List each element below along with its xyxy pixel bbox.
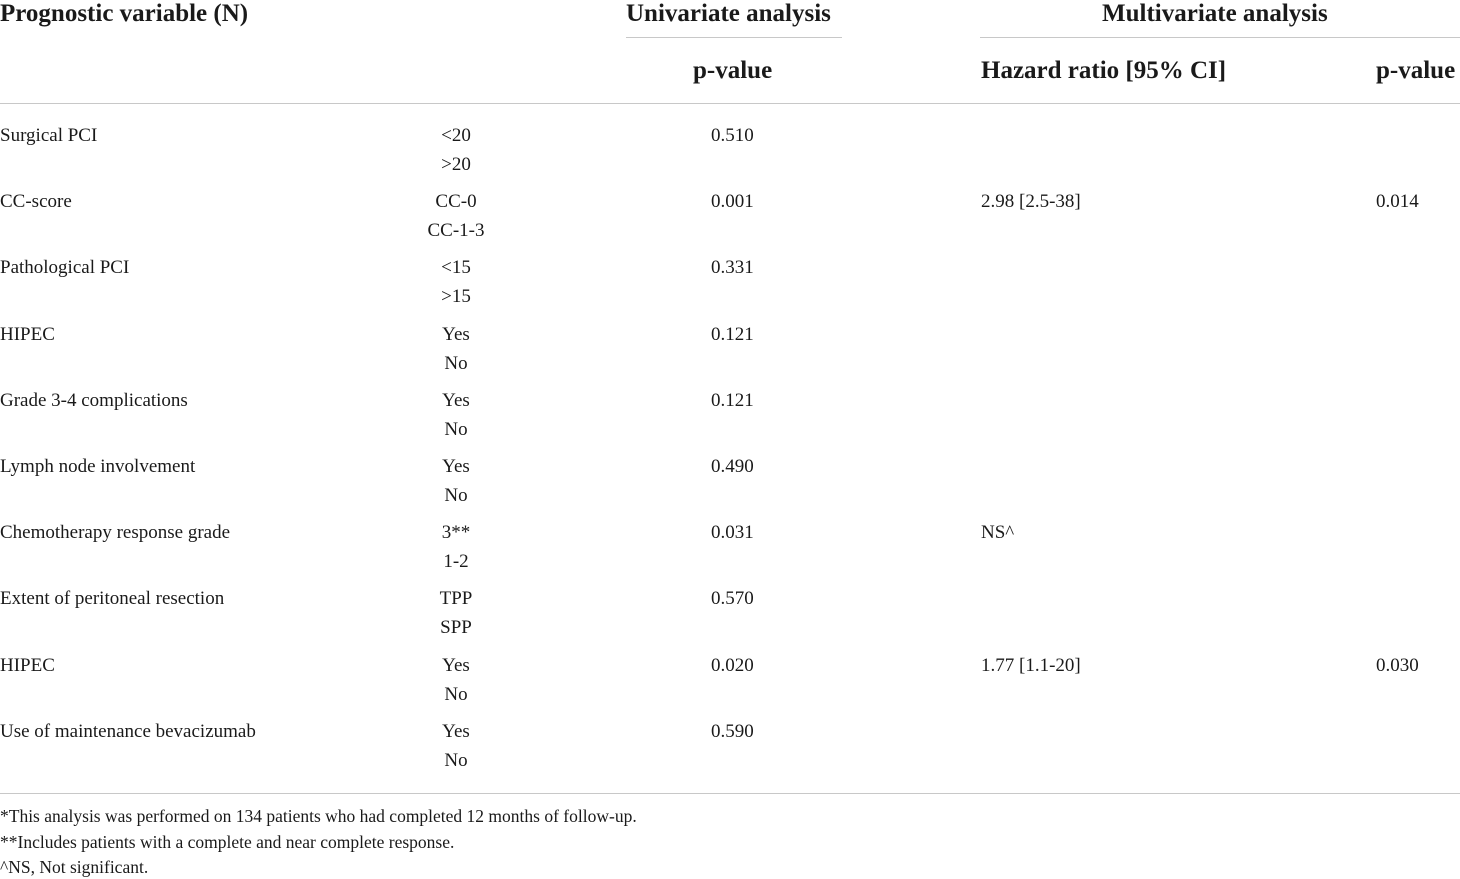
category-first: Yes — [442, 456, 470, 477]
header-divider — [0, 103, 1460, 104]
univariate-underline — [626, 37, 842, 38]
category-second: No — [444, 749, 468, 771]
footnote: ^NS, Not significant. — [0, 857, 149, 877]
univariate-pvalue: 0.510 — [711, 125, 754, 146]
category-second: No — [444, 683, 468, 705]
category-second: CC-1-3 — [427, 220, 485, 242]
header-univariate-analysis: Univariate analysis — [626, 0, 831, 27]
category-first: Yes — [442, 720, 470, 742]
variable-name: Pathological PCI — [0, 257, 130, 279]
footnote: *This analysis was performed on 134 patients who had completed 12 months of follow-up. — [0, 806, 637, 826]
category-first: Yes — [442, 323, 470, 345]
header-multivariate-pvalue: p-value — [1376, 57, 1456, 84]
univariate-pvalue: 0.570 — [711, 588, 754, 610]
univariate-pvalue: 0.590 — [711, 720, 754, 742]
univariate-pvalue: 0.121 — [711, 323, 754, 345]
variable-name: Extent of peritoneal resection — [0, 588, 225, 610]
univariate-pvalue: 0.121 — [711, 389, 754, 411]
univariate-pvalue: 0.031 — [711, 522, 754, 544]
category-first: <20 — [441, 125, 471, 146]
category-first: TPP — [439, 588, 473, 610]
multivariate-pvalue: 0.030 — [1376, 654, 1419, 676]
multivariate-underline — [980, 37, 1460, 38]
hazard-ratio: NS^ — [981, 522, 1015, 544]
header-hazard-ratio: Hazard ratio [95% CI] — [981, 57, 1227, 84]
variable-name: Lymph node involvement — [0, 456, 196, 477]
hazard-ratio: 2.98 [2.5-38] — [981, 191, 1081, 213]
variable-name: CC-score — [0, 191, 72, 213]
footnote: **Includes patients with a complete and near complete response. — [0, 831, 455, 852]
header-prognostic-variable: Prognostic variable (N) — [0, 0, 249, 27]
category-first: 3** — [441, 522, 471, 544]
variable-name: Surgical PCI — [0, 125, 98, 146]
header-multivariate-analysis: Multivariate analysis — [1102, 0, 1328, 27]
multivariate-pvalue: 0.014 — [1376, 191, 1419, 213]
category-second: >20 — [441, 154, 471, 175]
category-first: Yes — [442, 654, 470, 676]
category-second: >15 — [441, 286, 471, 308]
table-bottom-rule — [0, 793, 1460, 794]
category-first: Yes — [442, 389, 470, 411]
category-first: CC-0 — [435, 191, 477, 213]
category-second: No — [444, 352, 468, 374]
variable-name: Chemotherapy response grade — [0, 522, 231, 544]
univariate-pvalue: 0.001 — [711, 191, 754, 213]
variable-name: Grade 3-4 complications — [0, 389, 188, 411]
header-univariate-pvalue: p-value — [693, 57, 773, 84]
category-second: SPP — [440, 617, 472, 639]
category-first: <15 — [441, 257, 471, 279]
univariate-pvalue: 0.020 — [711, 654, 754, 676]
category-second: 1-2 — [443, 551, 469, 573]
category-second: No — [444, 485, 468, 506]
univariate-pvalue: 0.490 — [711, 456, 754, 477]
variable-name: Use of maintenance bevacizumab — [0, 720, 256, 742]
hazard-ratio: 1.77 [1.1-20] — [981, 654, 1081, 676]
variable-name: HIPEC — [0, 323, 55, 345]
univariate-pvalue: 0.331 — [711, 257, 754, 279]
category-second: No — [444, 418, 468, 440]
variable-name: HIPEC — [0, 654, 55, 676]
